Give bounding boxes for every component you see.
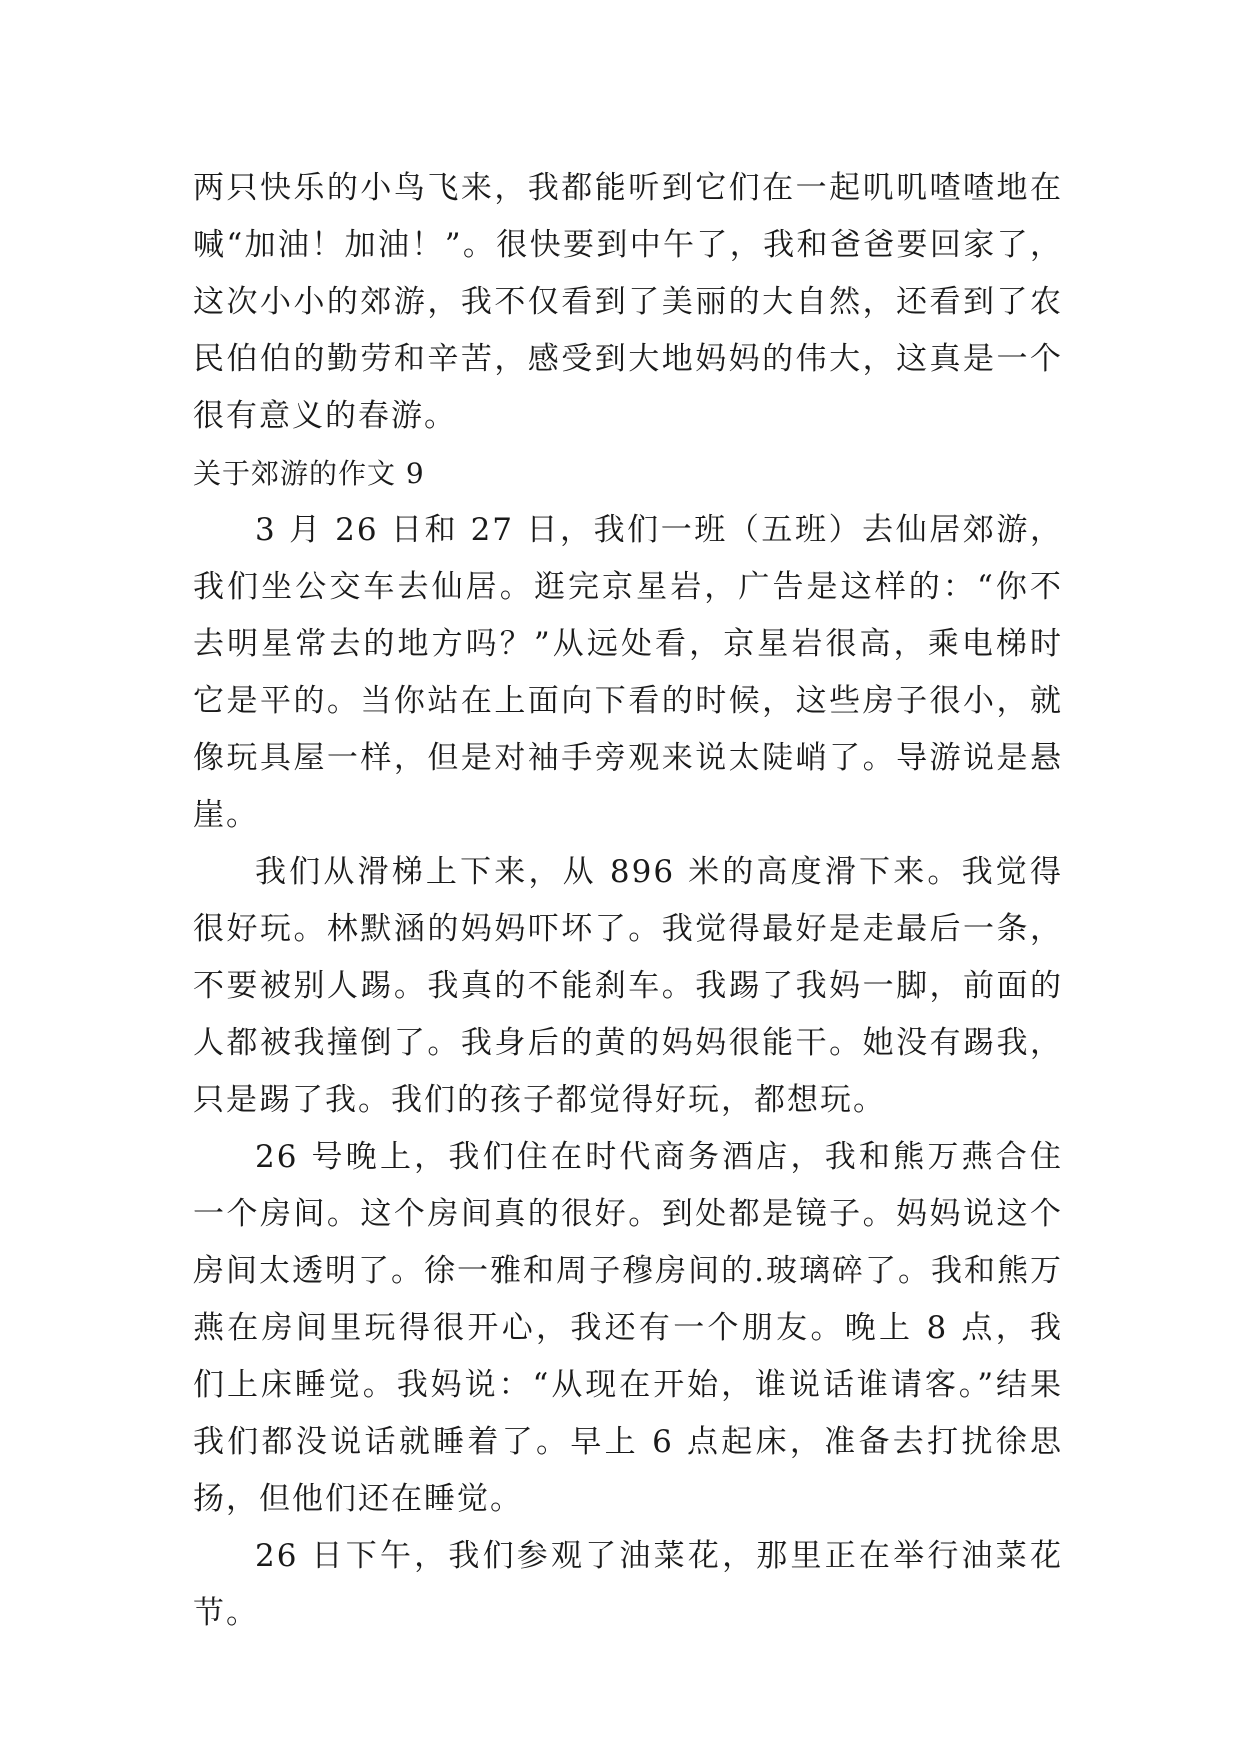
paragraph: 26 日下午，我们参观了油菜花，那里正在举行油菜花节。 — [193, 1538, 1063, 1631]
section-heading: 关于郊游的作文 9 — [193, 457, 425, 490]
paragraph: 我们从滑梯上下来，从 896 米的高度滑下来。我觉得很好玩。林默涵的妈妈吓坏了。我觉得最好是走最后一条，不要被别人踢。我真的不能刹车。我踢了我妈一脚，前面的人都被我撞倒了。我身后的黄的妈妈很能干。她没有踢我，只是踢了我。我们的孩子都觉得好玩，都想玩。 — [193, 854, 1063, 1118]
continuation-paragraph: 两只快乐的小鸟飞来，我都能听到它们在一起叽叽喳喳地在喊“加油！加油！”。很快要到中午了，我和爸爸要回家了，这次小小的郊游，我不仅看到了美丽的大自然，还看到了农民伯伯的勤劳和辛苦，感受到大地妈妈的伟大，这真是一个很有意义的春游。 — [193, 170, 1063, 434]
paragraph: 26 号晚上，我们住在时代商务酒店，我和熊万燕合住一个房间。这个房间真的很好。到处都是镜子。妈妈说这个房间太透明了。徐一雅和周子穆房间的.玻璃碎了。我和熊万燕在房间里玩得很开心，我还有一个朋友。晚上 8 点，我们上床睡觉。我妈说：“从现在开始，谁说话谁请客。”结果我们都没说话就睡着了。早上 6 点起床，准备去打扰徐思扬，但他们还在睡觉。 — [193, 1139, 1063, 1517]
paragraph: 3 月 26 日和 27 日，我们一班（五班）去仙居郊游，我们坐公交车去仙居。逛完京星岩，广告是这样的：“你不去明星常去的地方吗？”从远处看，京星岩很高，乘电梯时它是平的。当你站在上面向下看的时候，这些房子很小，就像玩具屋一样，但是对袖手旁观来说太陡峭了。导游说是悬崖。 — [193, 512, 1063, 833]
document-page — [193, 160, 1063, 1642]
